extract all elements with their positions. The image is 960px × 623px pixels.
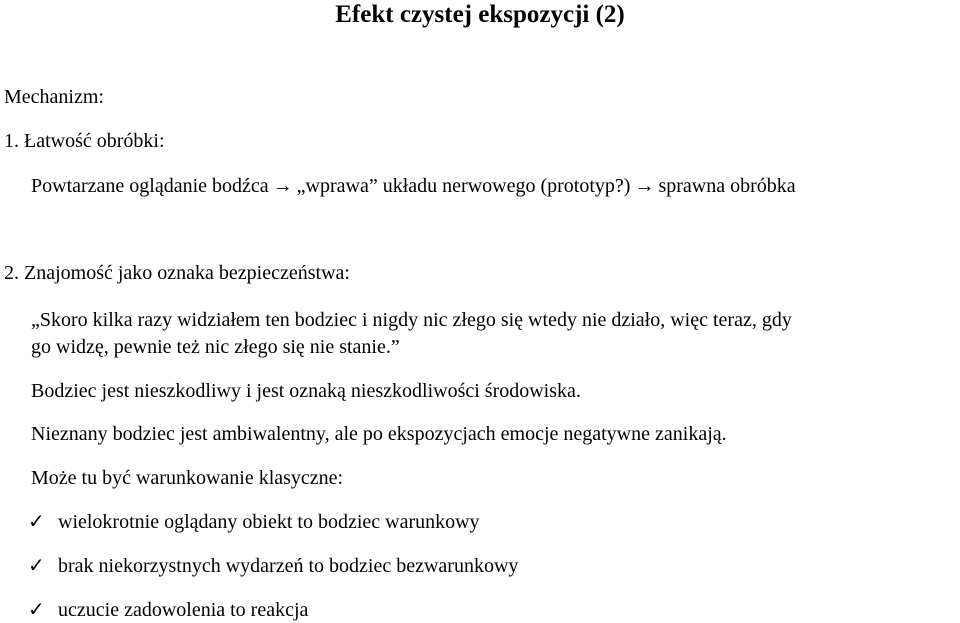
right-arrow-icon: → [272, 175, 293, 197]
checkmark-icon: ✓ [28, 555, 45, 577]
checklist-item [28, 597, 308, 623]
checkmark-icon: ✓ [28, 599, 45, 621]
right-arrow-icon: → [634, 175, 655, 197]
checklist-item-text: brak niekorzystnych wydarzeń to bodziec bezwarunkowy [58, 555, 519, 577]
checklist-item-text: uczucie zadowolenia to reakcja [58, 599, 309, 621]
page-title: Efekt czystej ekspozycji (2) [335, 1, 625, 28]
statement-conditioning: Może tu być warunkowanie klasyczne: [31, 467, 344, 489]
checklist-item [28, 553, 518, 579]
statement-ambivalent: Nieznany bodziec jest ambiwalentny, ale po ekspozycjach emocje negatywne zanikają. [31, 423, 727, 445]
point-1-text-part-2: „wprawa” układu nerwowego (prototyp?) [296, 175, 631, 197]
statement-harmless: Bodziec jest nieszkodliwy i jest oznaką nieszkodliwości środowiska. [31, 380, 581, 402]
checklist-item [28, 509, 480, 535]
point-1-heading: 1. Łatwość obróbki: [4, 130, 165, 152]
point-1-text-part-3: sprawna obróbka [658, 175, 796, 197]
checklist-item-text: wielokrotnie oglądany obiekt to bodziec warunkowy [58, 511, 480, 533]
point-1-text-part-1: Powtarzane oglądanie bodźca [31, 175, 269, 197]
point-1-description [31, 173, 796, 199]
quote-line-2: go widzę, pewnie też nic złego się nie stanie.” [31, 336, 400, 358]
quote-line-1: „Skoro kilka razy widziałem ten bodziec i nigdy nic złego się wtedy nie działo, więc teraz, gdy [31, 309, 792, 331]
checkmark-icon: ✓ [28, 511, 45, 533]
point-2-heading: 2. Znajomość jako oznaka bezpieczeństwa: [4, 262, 350, 284]
mechanism-heading: Mechanizm: [4, 86, 104, 108]
